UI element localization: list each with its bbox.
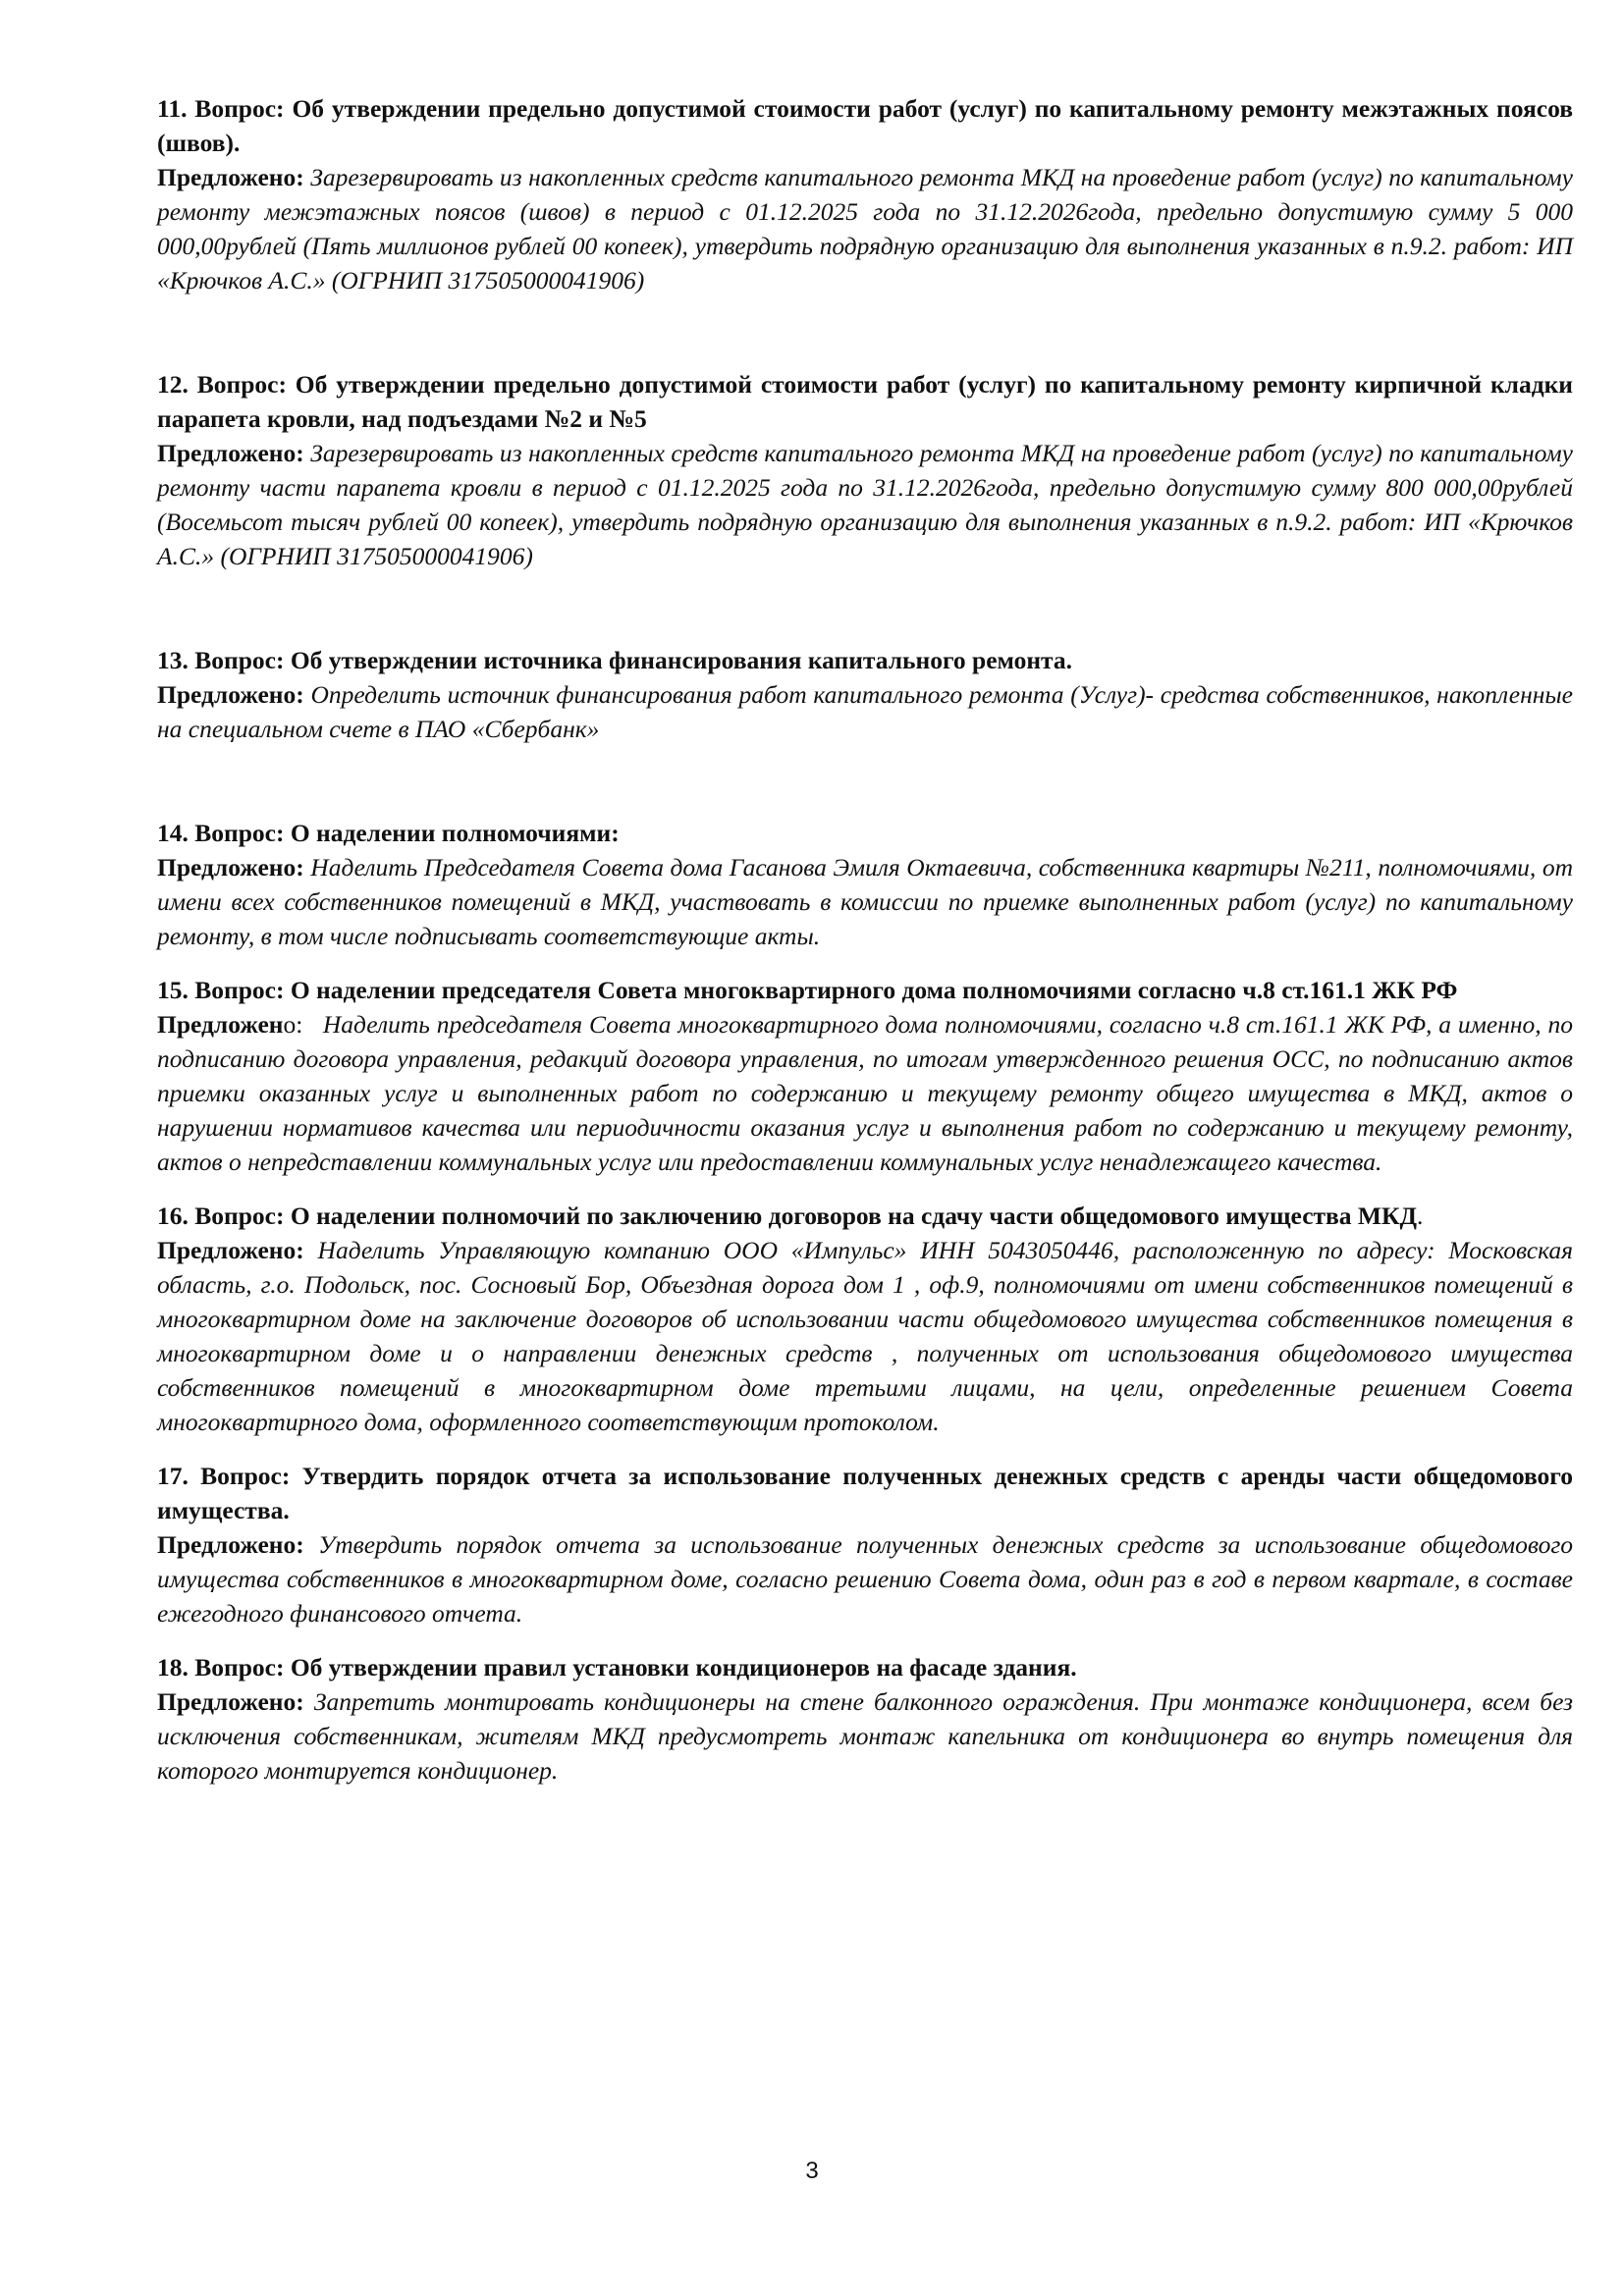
question-item-17	[157, 1459, 1573, 1630]
proposal-text: Утвердить порядок отчета за использование полученных денежных средств за использование общедомового имущества собственников в многоквартирном доме, согласно решению Совета дома, один раз в год в первом квартале, в составе ежегодного финансового отчета.	[157, 1530, 1574, 1628]
question-heading: 13. Вопрос: Об утверждении источника финансирования капитального ремонта.	[157, 646, 1072, 674]
question-heading: 12. Вопрос: Об утверждении предельно допустимой стоимости работ (услуг) по капитальному ремонту кирпичной кладки парапета кровли, над подъездами №2 и №5	[157, 370, 1573, 433]
question-heading: 11. Вопрос: Об утверждении предельно допустимой стоимости работ (услуг) по капитальному ремонту межэтажных поясов (швов).	[157, 94, 1573, 157]
question-heading-tail: .	[1417, 1201, 1424, 1230]
proposed-label: Предложено:	[157, 1236, 304, 1264]
proposal-paragraph	[157, 1233, 1573, 1439]
question-item-11	[157, 91, 1573, 297]
question-heading: 17. Вопрос: Утвердить порядок отчета за использование полученных денежных средств с аренды части общедомового имущества.	[157, 1462, 1573, 1524]
proposal-paragraph	[157, 436, 1573, 573]
proposal-text: Запретить монтировать кондиционеры на стене балконного ограждения. При монтаже кондиционера, всем без исключения собственникам, жителям МКД предусмотреть монтаж капельника от кондиционера во внутрь помещения для которого монтируется кондиционер.	[157, 1687, 1574, 1785]
proposal-paragraph	[157, 1527, 1573, 1630]
proposal-text: Зарезервировать из накопленных средств капитального ремонта МКД на проведение работ (услуг) по капитальному ремонту части парапета кровли в период с 01.12.2025 года по 31.12.2026года, предельно допустимую сумму 800 000,00рублей (Восемьсот тысяч рублей 00 копеек), утвердить подрядную организацию для выполнения указанных в п.9.2. работ: ИП «Крючков А.С.» (ОГРНИП 317505000041906)	[157, 439, 1574, 570]
question-heading: 14. Вопрос: О наделении полномочиями:	[157, 819, 620, 847]
question-item-13	[157, 643, 1573, 746]
proposal-paragraph	[157, 1007, 1573, 1179]
question-item-15	[157, 973, 1573, 1179]
proposed-label: Предложено:	[157, 853, 304, 881]
proposed-label: Предложено:	[157, 163, 304, 191]
question-heading-text: 16. Вопрос: О наделении полномочий по заключению договоров на сдачу части общедомового имущества МКД	[157, 1201, 1418, 1230]
proposal-text: Зарезервировать из накопленных средств капитального ремонта МКД на проведение работ (услуг) по капитальному ремонту межэтажных поясов (швов) в период с 01.12.2025 года по 31.12.2026года, предельно допустимую сумму 5 000 000,00рублей (Пять миллионов рублей 00 копеек), утвердить подрядную организацию для выполнения указанных в п.9.2. работ: ИП «Крючков А.С.» (ОГРНИП 317505000041906)	[157, 163, 1574, 294]
page-number: 3	[805, 2158, 819, 2184]
document-page	[157, 91, 1573, 1788]
proposed-label: Предложено:	[157, 1530, 304, 1559]
question-item-12	[157, 367, 1573, 573]
proposed-label: Предложено:	[157, 680, 304, 709]
proposal-text: Определить источник финансирования работ капитального ремонта (Услуг)- средства собственников, накопленные на специальном счете в ПАО «Сбербанк»	[157, 680, 1573, 743]
proposed-label: Предложено:	[157, 439, 304, 467]
proposal-text: Наделить председателя Совета многоквартирного дома полномочиями, согласно ч.8 ст.161.1 ЖК РФ, а именно, по подписанию договора управления, редакций договора управления, по итогам утвержденного решения ОСС, по подписанию актов приемки оказанных услуг и выполненных работ по содержанию и текущему ремонту общего имущества в МКД, актов о нарушении нормативов качества или периодичности оказания услуг и выполнения работ по содержанию и текущему ремонту, актов о непредставлении коммунальных услуг или предоставлении коммунальных услуг ненадлежащего качества.	[157, 1010, 1573, 1176]
question-heading	[157, 1199, 1573, 1233]
question-heading: 18. Вопрос: Об утверждении правил установки кондиционеров на фасаде здания.	[157, 1653, 1077, 1682]
proposal-paragraph	[157, 160, 1573, 297]
proposal-paragraph	[157, 677, 1573, 746]
question-item-18	[157, 1650, 1573, 1788]
question-item-14	[157, 816, 1573, 953]
proposal-text: Наделить Управляющую компанию ООО «Импульс» ИНН 5043050446, расположенную по адресу: Московская область, г.о. Подольск, пос. Сосновый Бор, Объездная дорога дом 1 , оф.9, полномочиями от имени собственников помещений в многоквартирном доме на заключение договоров об использовании части общедомового имущества собственников помещения в многоквартирном доме и о направлении денежных средств , полученных от использования общедомового имущества собственников помещений в многоквартирном доме третьими лицами, на цели, определенные решением Совета многоквартирного дома, оформленного соответствующим протоколом.	[157, 1236, 1573, 1436]
proposed-label-tail: о:	[283, 1010, 303, 1039]
proposed-label: Предложено:	[157, 1687, 304, 1716]
question-item-16	[157, 1199, 1573, 1439]
question-heading: 15. Вопрос: О наделении председателя Совета многоквартирного дома полномочиями согласно ч.8 ст.161.1 ЖК РФ	[157, 976, 1458, 1004]
proposal-paragraph	[157, 850, 1573, 953]
proposal-text: Наделить Председателя Совета дома Гасанова Эмиля Октаевича, собственника квартиры №211, полномочиями, от имени всех собственников помещений в МКД, участвовать в комиссии по приемке выполненных работ (услуг) по капитальному ремонту, в том числе подписывать соответствующие акты.	[157, 853, 1574, 950]
proposed-label: Предложен	[157, 1010, 284, 1039]
proposal-paragraph	[157, 1684, 1573, 1788]
